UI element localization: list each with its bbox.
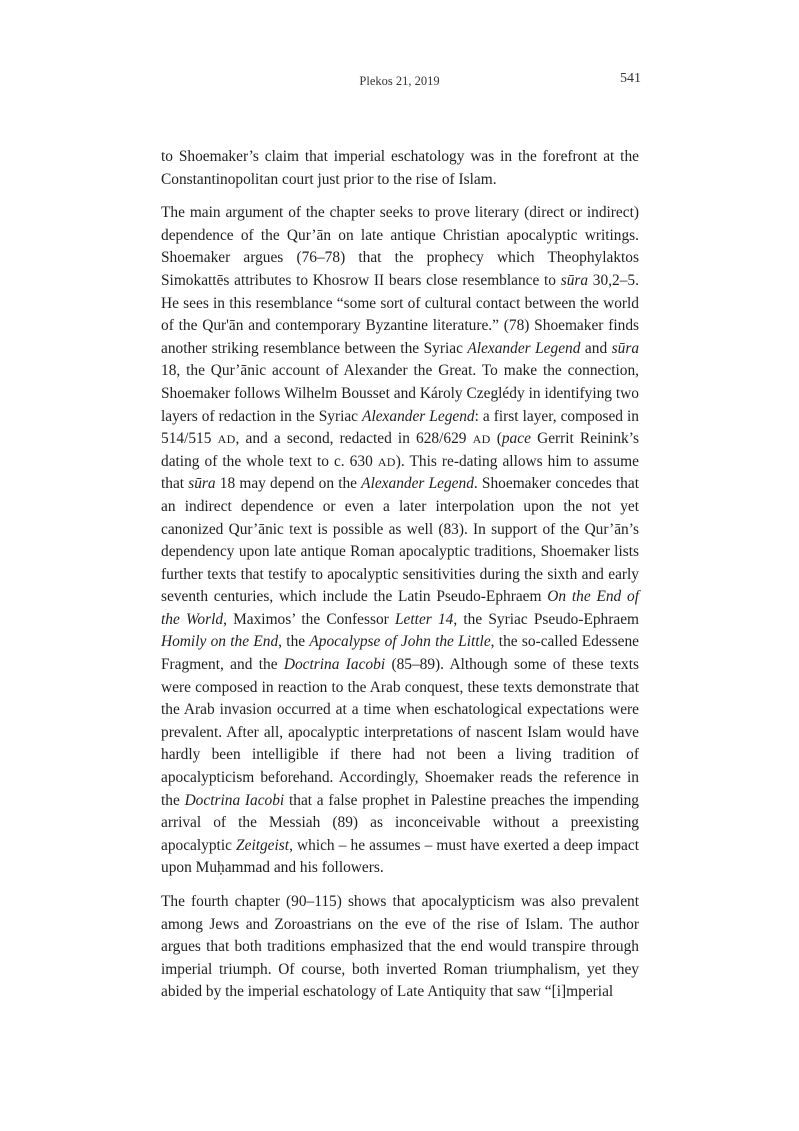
text-run: . Shoemaker concedes that an indirect dependence or even a later interpolation upon the not yet canonized Qur’ānic text is possible as well (83). In support of the Qur’ān’s dependency upon late antique Roman apocalyptic traditions, Shoemaker lists further texts that testify to apocalyptic sensitivities during the sixth and early seventh centuries, which include the Latin Pseudo-Ephraem bbox=[161, 475, 639, 606]
italic-text: Letter 14 bbox=[395, 610, 454, 628]
italic-text: Homily on the End bbox=[161, 633, 279, 651]
text-run: , which – he assumes – must have exerted a deep impact upon Muḥammad and his followers. bbox=[161, 836, 639, 877]
text-run: , Maximos’ the Confessor bbox=[223, 610, 395, 628]
italic-text: sūra bbox=[188, 475, 216, 493]
text-run: , the so-called Edessene Fragment, and the bbox=[161, 633, 639, 674]
journal-title: Plekos 21, 2019 bbox=[359, 74, 440, 88]
italic-text: Alexander Legend bbox=[467, 339, 581, 357]
text-run: to Shoemaker’s claim that imperial eschatology was in the forefront at the Constantinopolitan court just prior to the rise of Islam. bbox=[161, 148, 639, 188]
italic-text: sūra bbox=[611, 339, 640, 357]
italic-text: Doctrina Iacobi bbox=[184, 791, 285, 809]
small-caps-text: AD bbox=[472, 432, 491, 447]
text-run: The fourth chapter (90–115) shows that apocalypticism was also prevalent among Jews and Zoroastrians on the eve of the rise of Islam. The author argues that both traditions emphasized that the end would transpire through imperial triumph. Of course, both inverted Roman triumphalism, yet they abided by the imperial eschatology of Late Antiquity that saw “[i]mperial bbox=[161, 893, 639, 1001]
italic-text: Apocalypse of John the Little bbox=[309, 633, 491, 651]
text-run: , the bbox=[278, 633, 310, 651]
italic-text: Alexander Legend bbox=[362, 407, 475, 425]
text-run: ( bbox=[490, 430, 502, 448]
paragraph bbox=[161, 202, 639, 880]
text-run: (85–89). Although some of these texts were composed in reaction to the Arab conquest, these texts demonstrate that the Arab invasion occurred at a time when eschatological expectations were prevalent. After all, apocalyptic interpretations of nascent Islam would have hardly been intelligible if there had not been a living tradition of apocalypticism beforehand. Accordingly, Shoemaker reads the reference in the bbox=[161, 656, 639, 809]
text-run: and bbox=[580, 339, 612, 357]
text-run: , the Syriac Pseudo-Ephraem bbox=[453, 610, 640, 628]
italic-text: Alexander Legend bbox=[361, 475, 474, 493]
page-number: 541 bbox=[620, 71, 641, 86]
running-head bbox=[0, 71, 799, 96]
body-text bbox=[161, 146, 639, 1015]
text-run: Gerrit Reinink’s dating of the whole text to c. 630 bbox=[161, 430, 639, 470]
text-run: that a false prophet in Palestine preaches the impending arrival of the Messiah (89) as inconceivable without a preexisting apocalyptic bbox=[161, 791, 639, 854]
small-caps-text: AD bbox=[377, 454, 396, 469]
text-run: 30,2–5. He sees in this resemblance “some sort of cultural contact between the world of the Qur'ān and contemporary Byzantine literature.” (78) Shoemaker finds another striking resemblance between the Syriac bbox=[161, 271, 639, 357]
text-run: : a first layer, composed in 514/515 bbox=[161, 407, 639, 448]
italic-text: pace bbox=[501, 430, 531, 448]
paragraph bbox=[161, 891, 639, 1004]
italic-text: sūra bbox=[560, 271, 589, 289]
italic-text: On the End of the World bbox=[161, 588, 640, 628]
paragraph bbox=[161, 146, 639, 191]
text-run: , and a second, redacted in 628/629 bbox=[235, 430, 473, 448]
italic-text: Doctrina Iacobi bbox=[283, 656, 386, 674]
italic-text: Zeitgeist bbox=[236, 836, 290, 854]
text-run: 18, the Qur’ānic account of Alexander the Great. To make the connection, Shoemaker follows Wilhelm Bousset and Károly Czeglédy in identifying two layers of redaction in the Syriac bbox=[161, 362, 639, 425]
text-run: The main argument of the chapter seeks to prove literary (direct or indirect) dependence of the Qur’ān on late antique Christian apocalyptic writings. Shoemaker argues (76–78) that the prophecy which Theophylaktos Simokattēs attributes to Khosrow II bears close resemblance to bbox=[161, 204, 639, 289]
text-run: 18 may depend on the bbox=[215, 475, 362, 493]
small-caps-text: AD bbox=[217, 432, 236, 447]
text-run: ). This re-dating allows him to assume that bbox=[161, 452, 639, 493]
